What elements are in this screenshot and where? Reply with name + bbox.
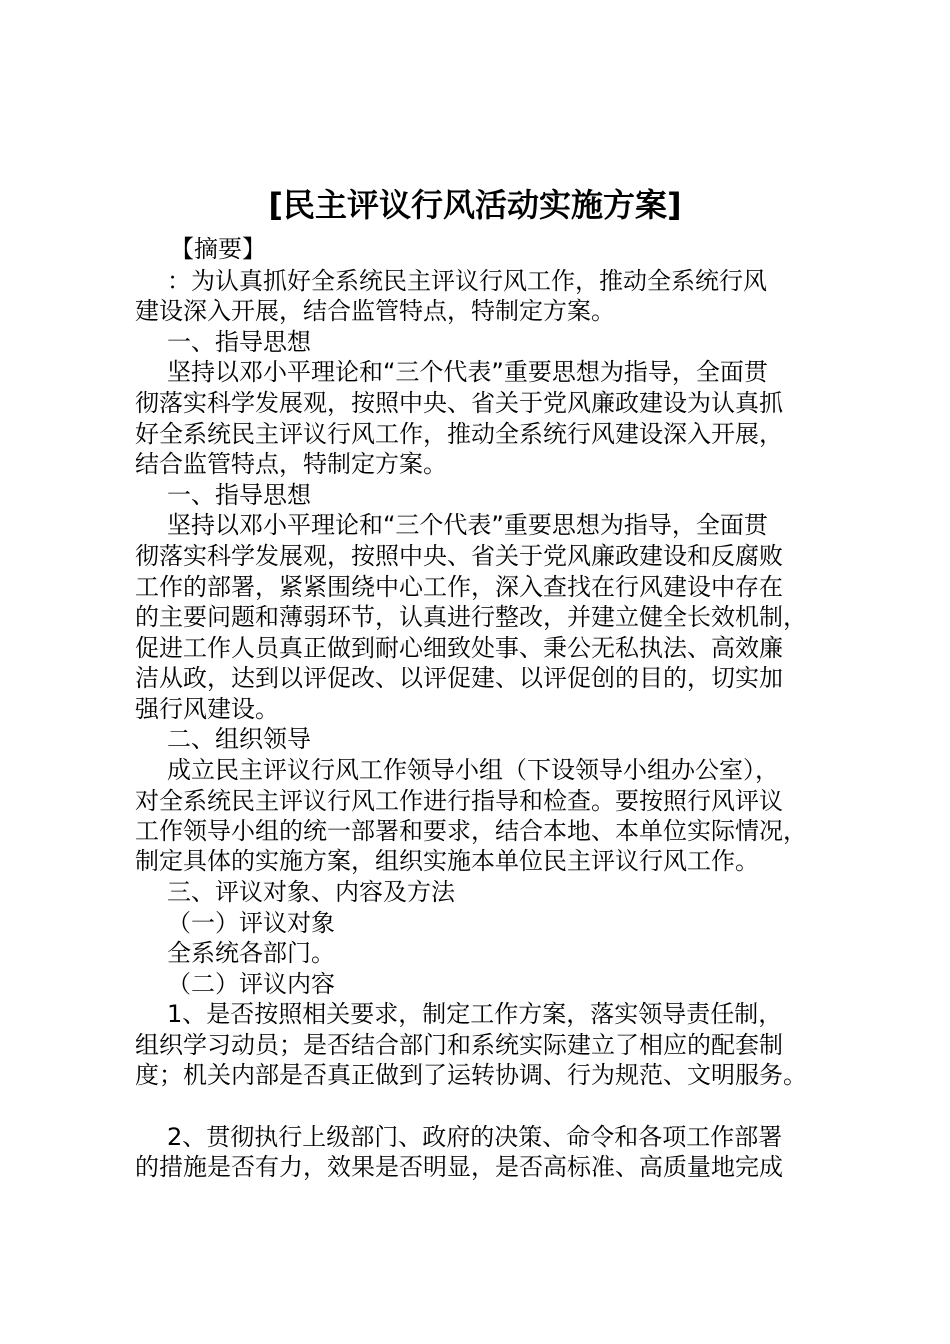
paragraph-line: 洁从政，达到以评促改、以评促建、以评促创的目的，切实加 xyxy=(135,664,783,692)
paragraph-line: 度；机关内部是否真正做到了运转协调、行为规范、文明服务。 xyxy=(135,1061,807,1089)
paragraph-line: 强行风建设。 xyxy=(135,695,279,723)
paragraph-line: 1、是否按照相关要求，制定工作方案，落实领导责任制， xyxy=(167,1000,783,1028)
paragraph-line: 制定具体的实施方案，组织实施本单位民主评议行风工作。 xyxy=(135,847,759,875)
paragraph-line: 工作的部署，紧紧围绕中心工作，深入查找在行风建设中存在 xyxy=(135,573,783,601)
paragraph-line: 促进工作人员真正做到耐心细致处事、秉公无私执法、高效廉 xyxy=(135,634,783,662)
section-heading: 二、组织领导 xyxy=(167,725,311,753)
document-title: [民主评议行风活动实施方案] xyxy=(268,186,682,224)
section-heading: 一、指导思想 xyxy=(167,481,311,509)
subsection-heading: （一）评议对象 xyxy=(167,909,335,937)
paragraph-line: 组织学习动员；是否结合部门和系统实际建立了相应的配套制 xyxy=(135,1031,783,1059)
abstract-heading: 【摘要】 xyxy=(170,235,266,263)
paragraph-line: 彻落实科学发展观，按照中央、省关于党风廉政建设为认真抓 xyxy=(135,389,783,417)
section-heading: 一、指导思想 xyxy=(167,328,311,356)
subsection-heading: （二）评议内容 xyxy=(167,970,335,998)
paragraph-line: 工作领导小组的统一部署和要求，结合本地、本单位实际情况， xyxy=(135,817,807,845)
paragraph-line: 建设深入开展，结合监管特点，特制定方案。 xyxy=(135,297,615,325)
paragraph-line: 彻落实科学发展观，按照中央、省关于党风廉政建设和反腐败 xyxy=(135,542,783,570)
paragraph-line: 坚持以邓小平理论和“三个代表”重要思想为指导，全面贯 xyxy=(167,358,768,386)
paragraph-line: 好全系统民主评议行风工作，推动全系统行风建设深入开展， xyxy=(135,420,783,448)
paragraph-line: 的措施是否有力，效果是否明显，是否高标准、高质量地完成 xyxy=(135,1153,783,1181)
paragraph-line: 2、贯彻执行上级部门、政府的决策、命令和各项工作部署 xyxy=(167,1123,783,1151)
paragraph-line: 坚持以邓小平理论和“三个代表”重要思想为指导，全面贯 xyxy=(167,511,768,539)
paragraph-line: 的主要问题和薄弱环节，认真进行整改，并建立健全长效机制， xyxy=(135,603,807,631)
paragraph-line: ：为认真抓好全系统民主评议行风工作，推动全系统行风 xyxy=(167,267,767,295)
paragraph-line: 对全系统民主评议行风工作进行指导和检查。要按照行风评议 xyxy=(135,787,783,815)
section-heading: 三、评议对象、内容及方法 xyxy=(167,878,455,906)
paragraph-line: 全系统各部门。 xyxy=(167,939,335,967)
paragraph-line: 成立民主评议行风工作领导小组（下设领导小组办公室）， xyxy=(167,756,779,784)
paragraph-line: 结合监管特点，特制定方案。 xyxy=(135,450,447,478)
